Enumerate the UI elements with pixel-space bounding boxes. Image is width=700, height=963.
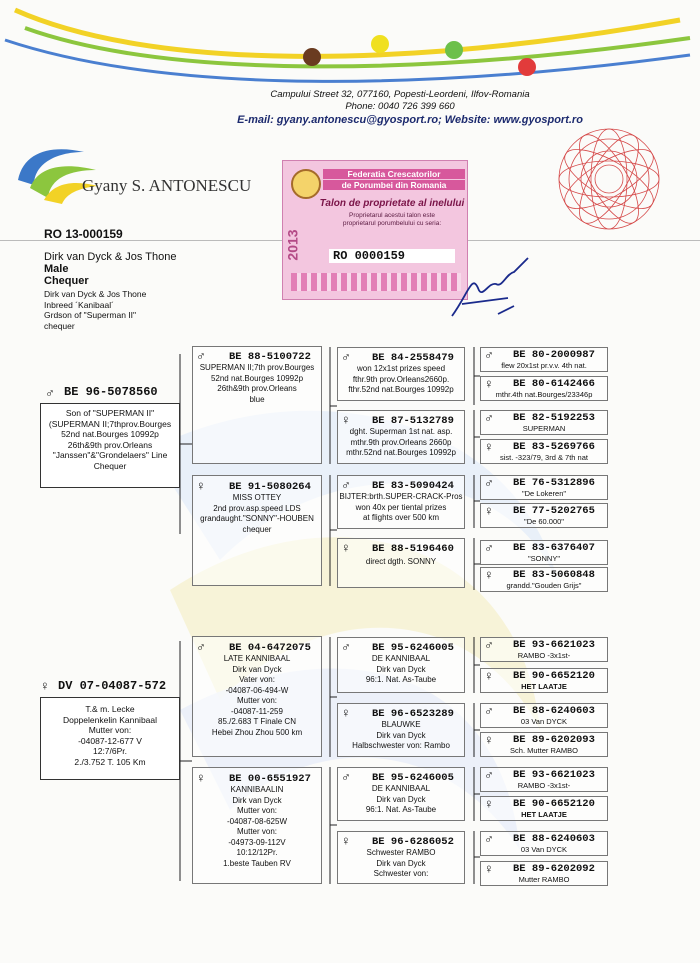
- ring-number: BE 88-6240603: [513, 705, 595, 717]
- sex-icon: ♀: [484, 796, 494, 811]
- mother-ring: DV 07-04087-572: [58, 679, 167, 693]
- ancestor-card: [480, 503, 608, 528]
- father-line: (SUPERMAN II;7thprov.Bourges: [48, 418, 172, 429]
- sex-icon: ♂: [484, 637, 494, 652]
- detail-line: sist. -323/79, 3rd & 7th nat: [500, 453, 588, 462]
- great-grandparent-card: [337, 347, 465, 401]
- sex-icon: ♂: [484, 410, 494, 425]
- header-email-website: E-mail: gyany.antonescu@gyosport.ro; Website: www.gyosport.ro: [237, 114, 583, 126]
- father-line: "Janssen"&"Grondelaers" Line: [52, 450, 168, 460]
- detail-line: fthr.52nd nat.Bourges 10992p: [348, 385, 454, 394]
- detail-line: -04087-06-494-W: [225, 685, 289, 695]
- detail-line: BIJTER:brth.SUPER-CRACK-Pros: [339, 492, 463, 501]
- stamp-sub1: Proprietarul acestui talon este: [349, 212, 435, 219]
- sex-icon: ♂: [341, 769, 351, 784]
- detail-line: chequer: [242, 524, 272, 534]
- sex-icon: ♂: [341, 477, 351, 492]
- detail-line: SUPERMAN: [522, 424, 566, 433]
- detail-line: BLAUWKE: [381, 720, 421, 729]
- sex-icon: ♀: [484, 503, 494, 518]
- detail-line: "De 60.000": [524, 517, 564, 526]
- detail-line: grandaught."SONNY"-HOUBEN: [200, 514, 314, 523]
- sex-icon: ♀: [484, 732, 494, 747]
- sex-icon: ♂: [484, 767, 494, 782]
- detail-line: 85./2.683 T Finale CN: [218, 717, 296, 726]
- ancestor-card: [480, 567, 608, 592]
- sex-icon: ♀: [341, 833, 351, 848]
- father-line: 26th&9th prov.Orleans: [67, 439, 153, 450]
- detail-line: 03 Van DYCK: [520, 717, 568, 726]
- detail-line: Mutter von:: [236, 806, 277, 815]
- detail-line: DE KANNIBAAL: [371, 784, 431, 793]
- detail-line: fthr.9th prov.Orleans2660p.: [352, 374, 450, 384]
- mother-line: Doppelenkelin Kannibaal: [62, 714, 158, 725]
- detail-line: Dirk van Dyck: [376, 730, 426, 740]
- subject-note-line: chequer: [44, 320, 75, 331]
- subject-color: Chequer: [44, 275, 89, 287]
- ring-number: BE 83-6376407: [513, 542, 595, 554]
- detail-line: grandd."Gouden Grijs": [506, 581, 582, 590]
- ring-number: BE 83-5269766: [513, 441, 595, 453]
- sex-icon: ♂: [196, 639, 206, 654]
- detail-line: Dirk van Dyck: [376, 794, 426, 804]
- grandparent-card: [192, 636, 322, 757]
- sex-icon: ♀: [484, 376, 494, 391]
- mother-sex-icon: ♀: [40, 678, 50, 693]
- great-grandparent-card: [337, 767, 465, 821]
- mother-line: -04087-12-677 V: [78, 735, 142, 746]
- sex-icon: ♀: [196, 478, 206, 493]
- ring-number: BE 96-6286052: [372, 836, 454, 848]
- great-grandparent-card: [337, 538, 465, 588]
- grandparent-card: [192, 475, 322, 586]
- stamp-federation-line1: Federatia Crescatorilor: [323, 169, 465, 179]
- mother-line: 12:7/6Pr.: [92, 746, 128, 756]
- stamp-federation-line2: de Porumbei din Romania: [323, 180, 465, 190]
- detail-line: Dirk van Dyck: [376, 858, 426, 868]
- ring-number: BE 88-5196460: [372, 543, 454, 555]
- father-line: 52nd nat.Bourges 10992p: [61, 429, 159, 439]
- ancestor-card: [480, 796, 608, 821]
- subject-note-line: Grdson of "Superman II": [44, 310, 137, 320]
- detail-line: Schwester RAMBO: [366, 848, 436, 857]
- detail-line: HET LAATJE: [521, 682, 567, 691]
- father-sex-icon: ♂: [45, 385, 55, 400]
- stamp-year: 2013: [284, 229, 301, 261]
- ring-number: BE 90-6652120: [513, 670, 595, 682]
- detail-line: dght. Superman 1st nat. asp.: [349, 427, 453, 436]
- ancestor-card: [480, 376, 608, 401]
- detail-line: Vater von:: [239, 675, 275, 684]
- detail-line: -04087-08-625W: [226, 816, 288, 826]
- detail-line: SUPERMAN II;7th prov.Bourges: [199, 363, 315, 372]
- detail-line: Schwester von:: [373, 869, 429, 878]
- mother-line: 2./3.752 T. 105 Km: [74, 756, 146, 767]
- ring-number: BE 88-6240603: [513, 833, 595, 845]
- ring-number: BE 93-6621023: [513, 639, 595, 651]
- sex-icon: ♂: [484, 347, 494, 362]
- ring-number: BE 90-6652120: [513, 798, 595, 810]
- ring-number: BE 93-6621023: [513, 769, 595, 781]
- ancestor-card: [480, 861, 608, 886]
- father-line: Son of "SUPERMAN II": [65, 408, 155, 418]
- sex-icon: ♂: [484, 703, 494, 718]
- stamp-title: Talon de proprietate al inelului: [319, 198, 465, 209]
- sex-icon: ♀: [341, 412, 351, 427]
- sex-icon: ♀: [484, 567, 494, 582]
- ancestor-card: [480, 439, 608, 464]
- mother-line: T.& m. Lecke: [85, 704, 135, 714]
- detail-line: 96:1. Nat. As-Taube: [365, 675, 437, 684]
- sex-icon: ♂: [341, 349, 351, 364]
- detail-line: 26th&9th prov.Orleans: [217, 384, 297, 393]
- ring-number: BE 95-6246005: [372, 772, 454, 784]
- ring-number: BE 87-5132789: [372, 415, 454, 427]
- great-grandparent-card: [337, 831, 465, 884]
- detail-line: -04973-09-112V: [228, 837, 286, 847]
- ring-number: BE 84-2558479: [372, 352, 454, 364]
- ring-number: BE 91-5080264: [229, 481, 311, 493]
- ancestor-card: [480, 831, 608, 856]
- ring-number: BE 80-6142466: [513, 378, 595, 390]
- ring-number: BE 77-5202765: [513, 505, 595, 517]
- great-grandparent-card: [337, 637, 465, 693]
- ring-number: BE 00-6551927: [229, 773, 311, 785]
- ring-number: BE 89-6202092: [513, 863, 595, 875]
- detail-line: Dirk van Dyck: [232, 795, 282, 805]
- detail-line: mthr.9th prov.Orleans 2660p: [350, 437, 452, 447]
- detail-line: Mutter von:: [236, 696, 277, 705]
- detail-line: mthr.4th nat.Bourges/23346p: [495, 390, 593, 399]
- sex-icon: ♀: [484, 861, 494, 876]
- subject-ring: RO 13-000159: [44, 227, 123, 241]
- sex-icon: ♀: [341, 705, 351, 720]
- sex-icon: ♀: [196, 770, 206, 785]
- ancestor-card: [480, 703, 608, 728]
- detail-line: mthr.52nd nat.Bourges 10992p: [346, 448, 456, 457]
- detail-line: Mutter von:: [236, 827, 277, 836]
- detail-line: 03 Van DYCK: [520, 845, 568, 854]
- header-phone: Phone: 0040 726 399 660: [345, 101, 455, 112]
- header-address: Campului Street 32, 077160, Popesti-Leordeni, Ilfov-Romania: [270, 89, 530, 100]
- detail-line: 1.beste Tauben RV: [223, 858, 291, 868]
- ancestor-card: [480, 410, 608, 435]
- great-grandparent-card: [337, 703, 465, 757]
- ring-number: BE 88-5100722: [229, 351, 311, 363]
- ring-number: BE 96-6523289: [372, 708, 454, 720]
- subject-sex: Male: [44, 263, 69, 275]
- subject-note-line: Inbreed ´Kanibaal´: [44, 299, 114, 310]
- ring-number: BE 82-5192253: [513, 412, 595, 424]
- sex-icon: ♂: [484, 831, 494, 846]
- detail-line: KANNIBAALIN: [230, 785, 284, 794]
- ancestor-card: [480, 475, 608, 500]
- ancestor-card: [480, 767, 608, 792]
- detail-line: 2nd prov.asp.speed LDS: [213, 503, 301, 513]
- detail-line: Halbschwester von: Rambo: [352, 741, 450, 750]
- detail-line: 96:1. Nat. As-Taube: [365, 805, 437, 814]
- sex-icon: ♂: [196, 348, 206, 363]
- ancestor-card: [480, 637, 608, 662]
- ancestor-card: [480, 668, 608, 693]
- mother-line: Mutter von:: [88, 725, 132, 735]
- grandparent-card: [192, 767, 322, 884]
- sex-icon: ♀: [341, 540, 351, 555]
- detail-line: at flights over 500 km: [362, 513, 440, 522]
- detail-line: Mutter RAMBO: [518, 875, 570, 884]
- detail-line: RAMBO -3x1st-: [517, 781, 571, 790]
- detail-line: DE KANNIBAAL: [371, 654, 431, 663]
- subject-note-line: Dirk van Dyck & Jos Thone: [44, 289, 147, 299]
- detail-line: 10:12/12Pr.: [236, 848, 278, 857]
- sex-icon: ♂: [484, 475, 494, 490]
- sex-icon: ♀: [484, 668, 494, 683]
- detail-line: blue: [249, 394, 265, 404]
- ancestor-card: [480, 347, 608, 372]
- detail-line: won 40x per tiental prizes: [355, 502, 447, 512]
- ring-number: BE 04-6472075: [229, 642, 311, 654]
- detail-line: "De Lokeren": [521, 489, 567, 498]
- great-grandparent-card: [337, 475, 465, 529]
- brand-name: Gyany S. ANTONESCU: [82, 176, 252, 195]
- ancestor-card: [480, 732, 608, 757]
- sex-icon: ♂: [484, 540, 494, 555]
- grandparent-card: [192, 346, 322, 464]
- sex-icon: ♂: [341, 639, 351, 654]
- detail-line: Sch. Mutter RAMBO: [510, 746, 578, 755]
- detail-line: won 12x1st prizes speed: [356, 364, 446, 373]
- detail-line: LATE KANNIBAAL: [223, 654, 291, 663]
- ring-number: BE 95-6246005: [372, 642, 454, 654]
- detail-line: direct dgth. SONNY: [365, 557, 437, 566]
- great-grandparent-card: [337, 410, 465, 464]
- stamp-sub2: proprietarul porumbelului cu seria:: [342, 220, 442, 227]
- detail-line: 52nd nat.Bourges 10992p: [210, 373, 304, 383]
- mother-card: [40, 697, 180, 780]
- subject-breeder: Dirk van Dyck & Jos Thone: [44, 251, 177, 263]
- ancestor-card: [480, 540, 608, 565]
- ring-number: BE 76-5312896: [513, 477, 595, 489]
- detail-line: Dirk van Dyck: [232, 664, 282, 674]
- detail-line: flew 20x1st pr.v.v. 4th nat.: [501, 361, 587, 370]
- stamp-ring-number: RO 0000159: [329, 249, 455, 263]
- ring-number: BE 83-5090424: [372, 480, 454, 492]
- detail-line: HET LAATJE: [521, 810, 567, 819]
- detail-line: "SONNY": [528, 554, 560, 563]
- father-line: Chequer: [93, 460, 127, 471]
- sex-icon: ♀: [484, 439, 494, 454]
- ring-number: BE 80-2000987: [513, 349, 595, 361]
- detail-line: Dirk van Dyck: [376, 664, 426, 674]
- detail-line: Hebei Zhou Zhou 500 km: [211, 727, 303, 737]
- ring-number: BE 89-6202093: [513, 734, 595, 746]
- detail-line: RAMBO -3x1st-: [517, 651, 571, 660]
- detail-line: MISS OTTEY: [232, 493, 282, 502]
- father-card: [40, 403, 180, 488]
- ring-number: BE 83-5060848: [513, 569, 595, 581]
- detail-line: -04087-11-259: [231, 706, 283, 716]
- father-ring: BE 96-5078560: [64, 385, 158, 399]
